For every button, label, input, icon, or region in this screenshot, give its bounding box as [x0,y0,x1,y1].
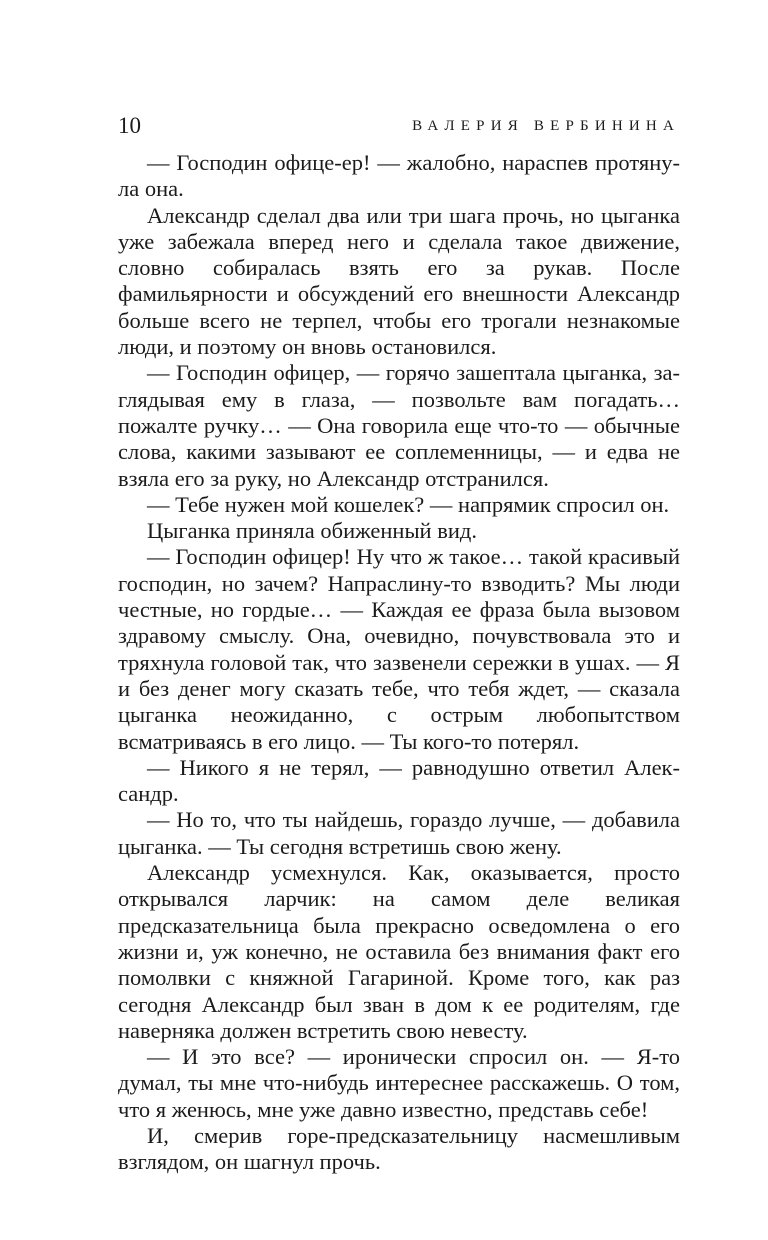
paragraph: Цыганка приняла обиженный вид. [147,518,477,544]
paragraph: — Никого я не терял, — равнодушно ответил Александр. [118,754,680,807]
paragraph: — Но то, что ты найдешь, гораздо лучше, — добавила цыганка. — Ты сегодня встретишь свою жену. [118,807,680,859]
paragraph: — Тебе нужен мой кошелек? — напрямик спросил он. [147,491,670,517]
page-number: 10 [118,113,141,138]
paragraph: И, смерив горе-предсказательницу насмешливым взглядом, он шагнул прочь. [118,1122,680,1175]
paragraph: — Господин офицер! Ну что ж такое… такой красивый господин, но зачем? Напраслину-то взводить? Мы люди честные, но гордые… — Каждая ее фраза была вызовом здравому смыслу. Она, очевидно, почувствовала это и тряхнула головой так, что зазвенели сережки в ушах. — Я и без денег могу сказать тебе, что тебя ждет, — сказала цыганка неожиданно, с острым любопытством всматриваясь в его лицо. — Ты кого-то потерял. [118,544,680,754]
page-header [118,112,680,142]
paragraph: — Господин офицер, — горячо зашептала цыганка, заглядывая ему в глаза, — позвольте вам погадать… пожалте ручку… — Она говорила еще что-то — обычные слова, какими зазывают ее соплеменницы, — и едва не взяла его за руку, но Александр отстранился. [118,360,680,491]
paragraph: — И это все? — иронически спросил он. — Я-то думал, ты мне что-нибудь интереснее расскажешь. О том, что я женюсь, мне уже давно известно, представь себе! [118,1044,680,1122]
running-head-author: ВАЛЕРИЯ ВЕРБИНИНА [412,118,680,134]
paragraph: Александр усмехнулся. Как, оказывается, просто открывался ларчик: на самом деле великая предсказательница была прекрасно осведомлена о его жизни и, уж конечно, не оставила без внимания факт его помолвки с княжной Гагариной. Кроме того, как раз сегодня Александр был зван в дом к ее родителям, где наверняка должен встретить свою невесту. [118,860,680,1043]
body-text [118,150,680,1176]
paragraph: Александр сделал два или три шага прочь, но цыганка уже забежала вперед него и сделала такое движение, словно собиралась взять его за рукав. После фамильярности и обсуждений его внешности Александр больше всего не терпел, чтобы его трогали незнакомые люди, и поэтому он вновь остановился. [118,202,680,360]
paragraph: — Господин офице-ер! — жалобно, нараспев протянула она. [118,150,680,202]
